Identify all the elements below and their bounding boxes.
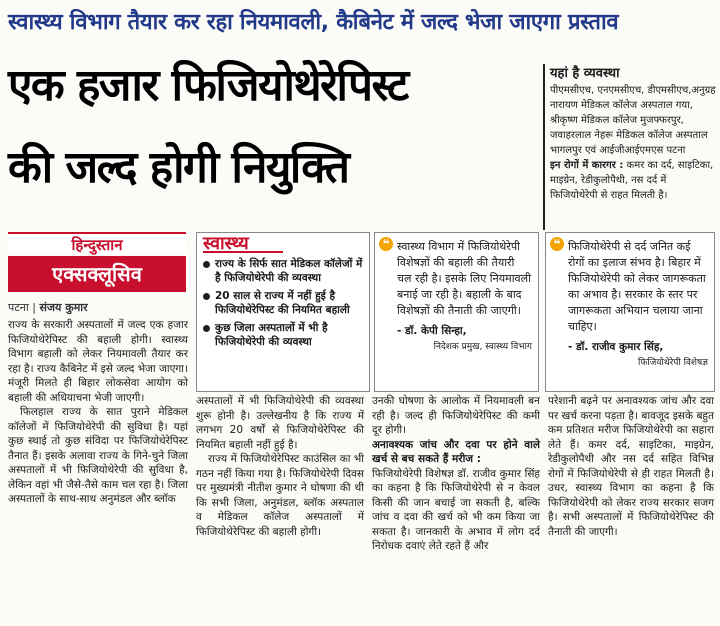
quote-box-1 — [374, 232, 539, 392]
byline-place: पटना — [8, 301, 29, 314]
sidebar-title: यहां है व्यवस्था — [550, 66, 620, 81]
paragraph: उनकी घोषणा के आलोक में नियमावली बन रही है। जल्द ही फिजियोथेरेपिस्ट की कमी दूर होगी। — [372, 395, 540, 436]
quote-box-2 — [545, 232, 715, 392]
paragraph: राज्य में फिजियोथेरेपिस्ट काउंसिल का भी गठन नहीं किया गया है। फिजियोथेरेपी दिवस पर मुख्यमंत्री नीतीश कुमार ने घोषणा की थी कि सभी जिला, अनुमंडल, ब्लॉक अस्पताल व मेडिकल कॉलेज अस्पतालों में फिजियोथेरेपिस्ट की बहाली होगी। — [196, 453, 364, 538]
kicker-headline: स्वास्थ्य विभाग तैयार कर रहा नियमावली, कैबिनेट में जल्द भेजा जाएगा प्रस्ताव — [8, 10, 619, 35]
paragraph: अस्पतालों में भी फिजियोथेरेपी की व्यवस्था शुरू होनी है। उल्लेखनीय है कि राज्य में लगभग 20 वर्षों से फिजियोथेरेपिस्ट की नियमित बहाली नहीं हुई है। — [196, 395, 364, 451]
quote-mark-icon: ❝ — [550, 237, 564, 251]
fact-item: राज्य के सिर्फ सात मेडिकल कॉलेजों में है फिजियोथेरेपी की व्यवस्था — [203, 257, 363, 285]
quote-role: फिजियोथेरेपी विशेषज्ञ — [638, 358, 708, 368]
headline-line-2: की जल्द होगी नियुक्ति — [8, 142, 349, 193]
fact-box-heading: स्वास्थ्य — [203, 237, 283, 253]
paragraph: फिलहाल राज्य के सात पुराने मेडिकल कॉलेजों में फिजियोथेरेपी की सुविधा है। यहां कुछ स्थाई तो कुछ संविदा पर फिजियोथेरेपिस्ट तैनात हैं। इसके अलावा राज्य के गिने-चुने जिला अस्पतालों में भी फिजियोथेरेपी की सुविधा है, लेकिन वहां भी जैसे-तैसे काम चल रहा है। जिला अस्पतालों के साथ-साथ अनुमंडल और ब्लॉक — [8, 406, 188, 505]
brand-line-1: हिन्दुस्तान — [8, 232, 186, 254]
paragraph: राज्य के सरकारी अस्पतालों में जल्द एक हजार फिजियोथेरेपिस्ट की बहाली होगी। स्वास्थ्य विभाग बहाली को लेकर नियमावली तैयार कर रहा है। राज्य कैबिनेट में इसे जल्द भेजा जाएगा। मंजूरी मिलते ही बिहार लोकसेवा आयोग को बहाली की अधियाचना भेजी जाएगी। — [8, 319, 188, 404]
byline-author: संजय कुमार — [39, 301, 88, 314]
subheading: अनावश्यक जांच और दवा पर होने वाले खर्च से बच सकते हैं मरीज : — [372, 438, 540, 465]
fact-box — [196, 232, 370, 392]
quote-role: निदेशक प्रमुख, स्वास्थ्य विभाग — [433, 342, 532, 352]
quote-author: - डॉ. केपी सिन्हा, — [397, 325, 467, 337]
byline: पटना | संजय कुमार — [8, 301, 88, 314]
paragraph: परेशानी बढ़ने पर अनावश्यक जांच और दवा पर खर्च करना पड़ता है। बावजूद इसके बहुत कम प्रतिशत मरीज फिजियोथेरेपी का सहारा लेते हैं। कमर दर्द, साइटिका, माइग्रेन, रेडीकुलोपैथी और नस दर्द सहित विभिन्न रोगों में फिजियोथेरेपी से ही राहत मिलती है। उधर, स्वास्थ्य विभाग का कहना है कि फिजियोथेरेपी को लेकर राज्य सरकार सजग है। सभी अस्पतालों में फिजियोथेरेपिस्ट की तैनाती की जाएगी। — [548, 395, 714, 538]
quote-author: - डॉ. राजीव कुमार सिंह, — [568, 341, 664, 353]
paragraph: फिजियोथेरेपी विशेषज्ञ डॉ. राजीव कुमार सिंह का कहना है कि फिजियोथेरेपी से न केवल किसी की जान बचाई जा सकती है, बल्कि जांच व दवा की खर्च को भी कम किया जा सकता है। जानकारी के अभाव में लोग दर्द निरोधक दवाएं लेते रहते हैं और — [372, 467, 540, 552]
article-column-4 — [548, 394, 714, 539]
quote-mark-icon: ❝ — [379, 237, 393, 251]
brand-logo — [8, 232, 186, 298]
article-column-1 — [8, 318, 188, 507]
brand-line-2: एक्सक्लूसिव — [8, 256, 186, 292]
quote-text: फिजियोथेरेपी से दर्द जनित कई रोगों का इलाज संभव है। बिहार में फिजियोथेरेपी को लेकर जागरूकता का अभाव है। सरकार के स्तर पर जागरूकता अभियान चलाया जाना चाहिए। — [568, 240, 706, 333]
sidebar-lead: इन रोगों में कारगर : — [550, 160, 624, 171]
article-column-3 — [372, 394, 540, 554]
article-column-2 — [196, 394, 364, 539]
info-sidebar — [550, 66, 716, 231]
divider — [543, 64, 545, 230]
headline-line-1: एक हजार फिजियोथेरेपिस्ट — [8, 60, 408, 111]
sidebar-text: पीएमसीएच, एनएमसीएच, डीएमसीएच,अनुग्रह नारायण मेडिकल कॉलेज अस्पताल गया, श्रीकृष्ण मेडिकल कॉलेज मुजफ्फरपुर, जवाहरलाल नेहरू मेडिकल कॉलेज अस्पताल भागलपुर एवं आईजीआईएमएस पटना — [550, 85, 716, 156]
sidebar-text-2: कमर का दर्द, साइटिका, माइग्रेन, रेडीकुलोपैथी, नस दर्द में फिजियोथेरेपी से राहत मिलती है। — [550, 160, 714, 201]
fact-item: 20 साल से राज्य में नहीं हुई है फिजियोथेरेपिस्ट की नियमित बहाली — [203, 289, 363, 317]
fact-item: कुछ जिला अस्पतालों में भी है फिजियोथेरेपी की व्यवस्था — [203, 321, 363, 349]
quote-text: स्वास्थ्य विभाग में फिजियोथेरेपी विशेषज्ञों की बहाली की तैयारी चल रही है। इसके लिए नियमावली बनाई जा रही है। बहाली के बाद विशेषज्ञों की तैनाती की जाएगी। — [397, 240, 531, 317]
